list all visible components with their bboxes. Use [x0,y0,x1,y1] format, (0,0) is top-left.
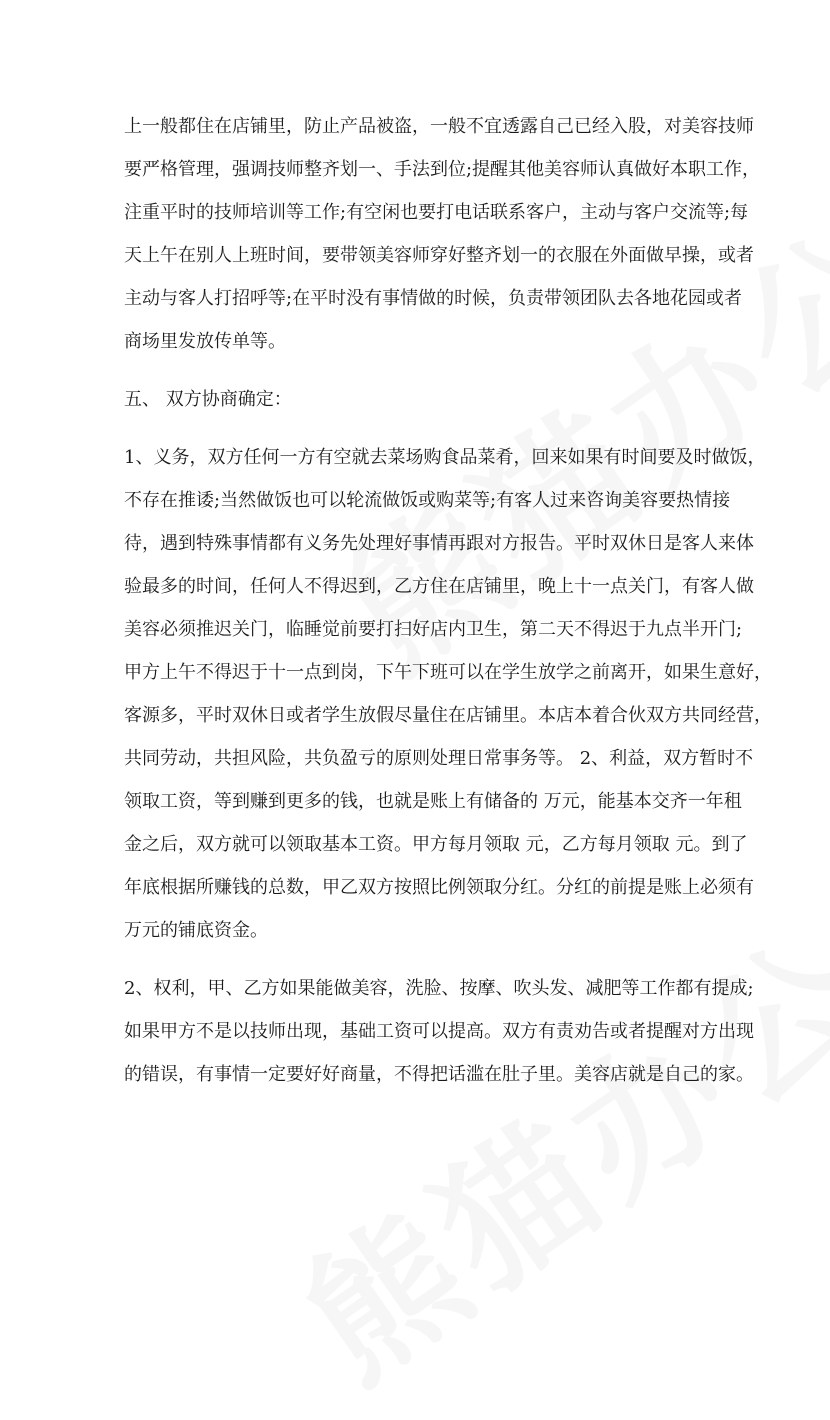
text-line: 领取工资，等到赚到更多的钱，也就是账上有储备的 万元，能基本交齐一年租 [124,791,742,812]
paragraph-spacer [124,363,708,378]
text-line: 如果甲方不是以技师出现，基础工资可以提高。双方有责劝告或者提醒对方出现 [124,1021,754,1042]
text-line: 甲方上午不得迟于十一点到岗，下午下班可以在学生放学之前离开，如果生意好， [124,662,772,683]
text-line: 共同劳动，共担风险，共负盈亏的原则处理日常事务等。 2、利益，双方暂时不 [124,748,754,769]
text-line: 注重平时的技师培训等工作;有空闲也要打电话联系客户，主动与客户交流等;每 [124,202,749,223]
paragraph [124,436,772,952]
paragraph [124,105,761,363]
text-line: 美容必须推迟关门，临睡觉前要打扫好店内卫生，第二天不得迟于九点半开门; [124,619,743,640]
text-line: 金之后，双方就可以领取基本工资。甲方每月领取 元，乙方每月领取 元。到了 [124,834,748,855]
text-line: 上一般都住在店铺里，防止产品被盗，一般不宜透露自己已经入股，对美容技师 [124,116,754,137]
document-body [124,105,772,1096]
text-line: 五、 双方协商确定： [124,389,292,410]
paragraph [124,967,754,1096]
paragraph-spacer [124,952,708,967]
text-line: 天上午在别人上班时间，要带领美容师穿好整齐划一的衣服在外面做早操，或者 [124,245,754,266]
text-line: 客源多，平时双休日或者学生放假尽量住在店铺里。本店本着合伙双方共同经营， [124,705,772,726]
text-line: 年底根据所赚钱的总数，甲乙双方按照比例领取分红。分红的前提是账上必须有 [124,877,754,898]
text-line: 的错误，有事情一定要好好商量，不得把话滥在肚子里。美容店就是自己的家。 [124,1064,754,1085]
text-line: 1、义务，双方任何一方有空就去菜场购食品菜肴，回来如果有时间要及时做饭， [124,447,766,468]
text-line: 不存在推诿;当然做饭也可以轮流做饭或购菜等;有客人过来咨询美容要热情接 [124,490,731,511]
text-line: 2、权利，甲、乙方如果能做美容，洗脸、按摩、吹头发、减肥等工作都有提成; [124,978,754,999]
text-line: 主动与客人打招呼等;在平时没有事情做的时候，负责带领团队去各地花园或者 [124,288,743,309]
paragraph-spacer [124,421,708,436]
text-line: 要严格管理，强调技师整齐划一、手法到位;提醒其他美容师认真做好本职工作， [124,159,761,180]
text-line: 万元的铺底资金。 [124,920,268,941]
text-line: 待，遇到特殊事情都有义务先处理好事情再跟对方报告。平时双休日是客人来体 [124,533,754,554]
paragraph [124,378,708,421]
text-line: 验最多的时间，任何人不得迟到，乙方住在店铺里，晚上十一点关门，有客人做 [124,576,754,597]
text-line: 商场里发放传单等。 [124,331,286,352]
